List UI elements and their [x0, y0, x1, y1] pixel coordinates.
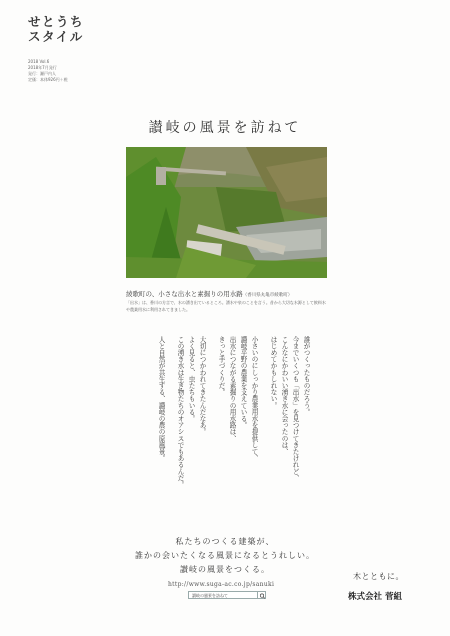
- poem-line: 今までいくつも「出水」を見つけてきたけれど、: [291, 336, 299, 482]
- website-url[interactable]: http://www.suga-ac.co.jp/sanuki: [168, 581, 275, 588]
- poem-line: 讃岐平野の農業を支えている。: [239, 336, 247, 429]
- poem-line: きっと手づくりだ。: [217, 336, 225, 396]
- poem-line: こんなにかわいい湧き水に会ったのは、: [280, 336, 288, 455]
- caption-location: （香川県丸亀市綾歌町）: [242, 293, 293, 298]
- search-icon: [259, 593, 266, 599]
- poem-line: 誰がつくったものだろう。: [302, 336, 310, 416]
- search-input[interactable]: 讃岐の風景を訪ねて: [188, 591, 260, 599]
- magazine-title-line2: スタイル: [28, 29, 84, 44]
- company-tagline: 木とともに。: [353, 572, 404, 581]
- slogan-line: 讃岐の風景をつくる。: [180, 565, 270, 574]
- photo-caption: [126, 289, 336, 298]
- meta-line: 2018 Vol.6: [28, 59, 50, 64]
- meta-line: 2018年7月発行: [28, 65, 57, 70]
- spring-water-photo: [126, 147, 327, 278]
- caption-main: 綾歌町の、小さな出水と素掘りの用水路: [126, 290, 243, 298]
- magazine-masthead: [28, 14, 84, 44]
- poem-line: 人と自然が共生する、讃岐の農の原風景。: [157, 336, 165, 462]
- company-logo: 株式会社 菅組: [348, 592, 402, 602]
- search-button[interactable]: [257, 591, 266, 599]
- magazine-meta: [28, 59, 68, 83]
- poem-line: この湧き水は生き物たちのオアシスでもあるんだ。: [176, 336, 184, 488]
- poem-line: 出水につながる素掘りの用水路は、: [228, 336, 236, 442]
- poem-line: 大切につかわれてきたんだなあ。: [198, 336, 206, 435]
- meta-line: 発行：瀬戸内人: [28, 71, 56, 76]
- vertical-poem: [142, 336, 310, 486]
- magazine-title-line1: せとうち: [28, 14, 85, 29]
- slogan-line: 誰かの会いたくなる風景になるとうれしい。: [135, 551, 315, 560]
- photo-description: 「出水」は、香川の方言で、水の湧き出ているところ。湧水や泉のことを言う。昔から大切な水源として飲料水や農業用水に利用されてきました。: [126, 300, 326, 312]
- poem-line: 小さいのにしっかり農業用水を提供して、: [250, 336, 258, 462]
- meta-line: 定価：本体926円＋税: [28, 77, 68, 82]
- ad-heading: 讃岐の風景を訪ねて: [148, 120, 302, 136]
- poem-line: よく見ると、虫たちもいる。: [187, 336, 195, 422]
- slogan-line: 私たちのつくる建築が、: [175, 537, 275, 546]
- poem-line: はじめてかもしれない。: [269, 336, 277, 409]
